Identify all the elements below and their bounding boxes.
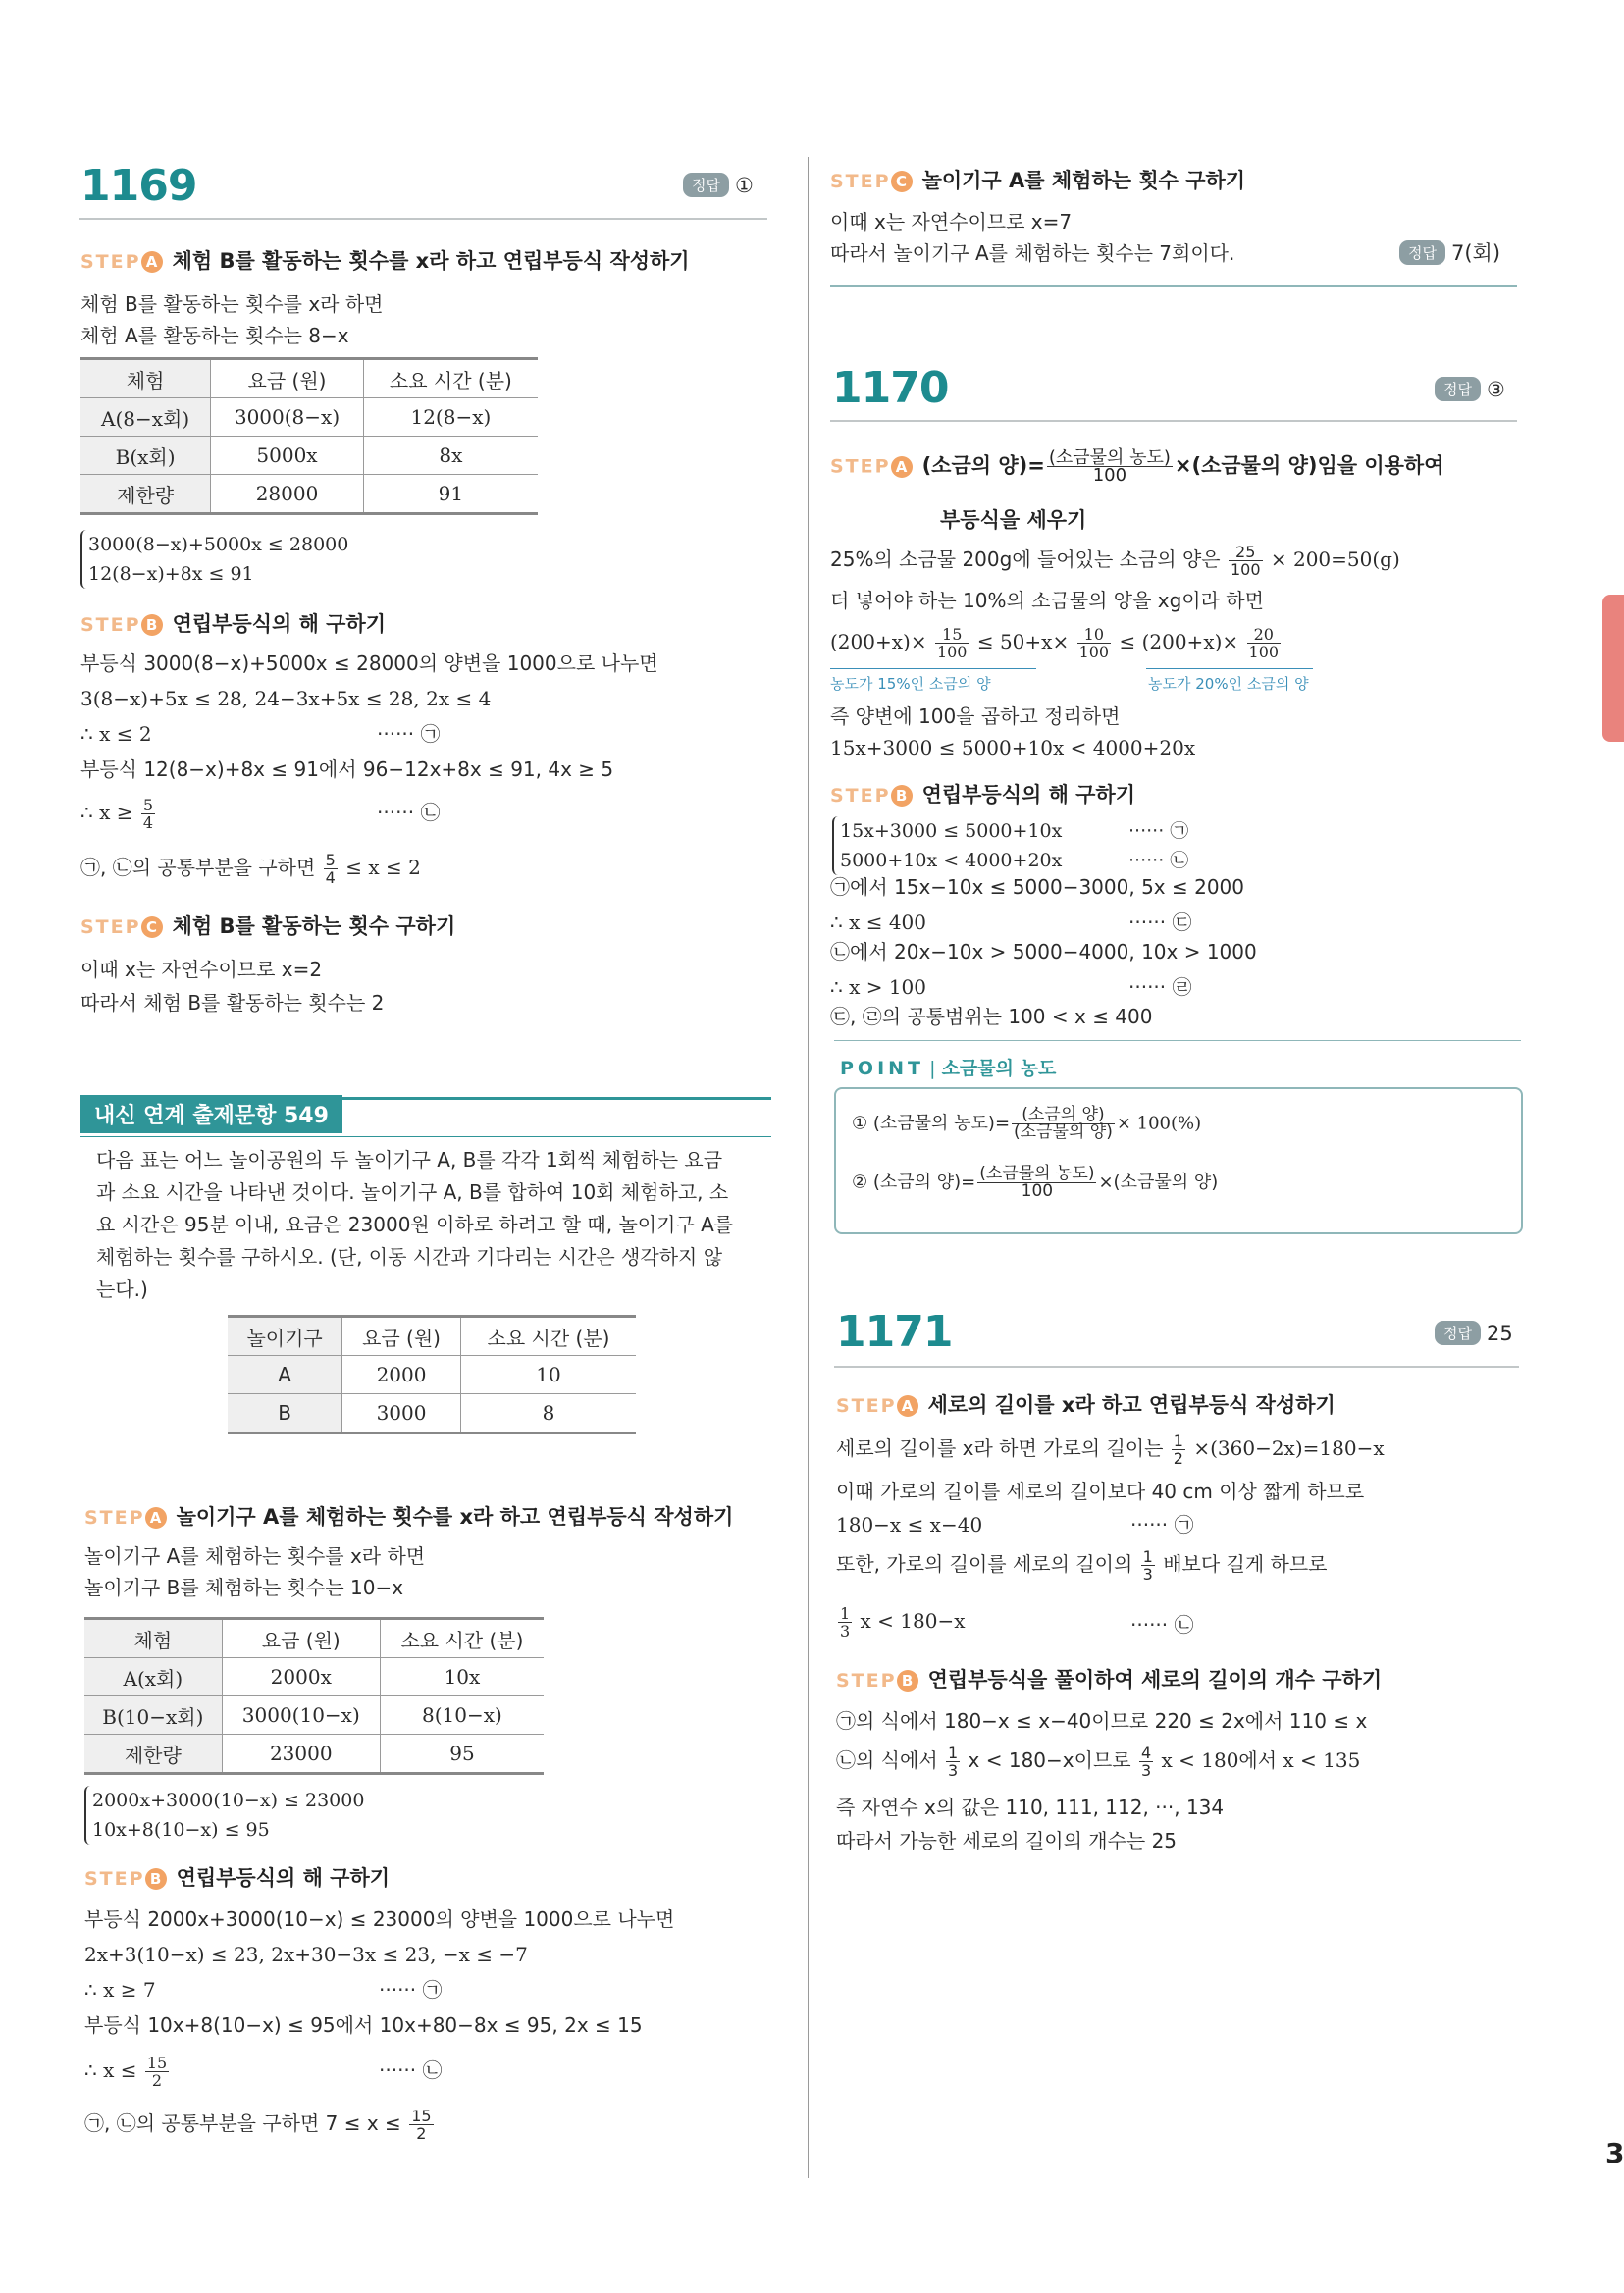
- text-line: $\frac{1}{3}$ x < 180−x: [840, 1604, 966, 1641]
- text-line: 이때 가로의 길이를 세로의 길이보다 40 cm 이상 짧게 하므로: [836, 1480, 1365, 1503]
- text-line: 즉 양변에 100을 곱하고 정리하면: [830, 704, 1121, 728]
- ref-mark: ······ ㉠: [377, 722, 441, 746]
- answer-badge: 정답: [683, 173, 729, 197]
- text-line: 세로의 길이를 x라 하면 가로의 길이는 $\frac{1}{2}$ ×(360−2x)=180−x: [836, 1432, 1385, 1468]
- point-header: POINT | 소금물의 농도: [840, 1058, 1057, 1079]
- text-line: ∴ x ≤ 400: [830, 911, 927, 934]
- step-b-heading: STEP B 연립부등식의 해 구하기: [830, 783, 1136, 807]
- answer-value: ③: [1486, 377, 1505, 401]
- data-table: 체험 요금 (원) 소요 시간 (분) A(x회) 2000x 10x B(10−x회) 3000(10−x) 8(10−x) 제한량 23000 95: [84, 1617, 544, 1775]
- text-line: ㉠의 식에서 180−x ≤ x−40이므로 220 ≤ 2x에서 110 ≤ x: [836, 1709, 1368, 1733]
- text-line: ㉡의 식에서 $\frac{1}{3}$ x < 180−x이므로 $\frac{4}{3}$ x < 180에서 x < 135: [836, 1744, 1361, 1780]
- point-line-1: ① (소금물의 농도)= $\frac{\text{(소금의 양)}}{\text{(소금물의 양)}}$ × 100(%): [852, 1105, 1202, 1142]
- answer-badge: 정답: [1399, 240, 1445, 265]
- text-line: ∴ x ≤ $\frac{15}{2}$: [84, 2054, 168, 2090]
- step-c-heading: STEP C 체험 B를 활동하는 횟수 구하기: [80, 914, 456, 938]
- text-line: 부등식 3000(8−x)+5000x ≤ 28000의 양변을 1000으로 나누면: [80, 651, 658, 675]
- answer-value: ①: [734, 173, 754, 197]
- problem-number-1171: 1171: [836, 1307, 953, 1357]
- ref-mark: ······ ㉢: [1128, 911, 1192, 934]
- ref-mark: ······ ㉣: [1128, 975, 1192, 999]
- inequality-system: 15x+3000 ≤ 5000+10x 5000+10x < 4000+20x: [832, 816, 1062, 875]
- ref-mark: ······ ㉠: [1130, 1513, 1194, 1537]
- text-line: 즉 자연수 x의 값은 110, 111, 112, ···, 134: [836, 1796, 1225, 1819]
- step-a-heading: STEP A (소금의 양)= $\frac{\text{(소금물의 농도)}}{100}$ ×(소금물의 양)임을 이용하여: [830, 447, 1444, 486]
- text-line: ㉠, ㉡의 공통부분을 구하면 7 ≤ x ≤ $\frac{15}{2}$: [84, 2107, 432, 2143]
- text-line: 부등식 2000x+3000(10−x) ≤ 23000의 양변을 1000으로 나누면: [84, 1907, 675, 1931]
- divider: [830, 420, 1517, 422]
- text-line: 15x+3000 ≤ 5000+10x < 4000+20x: [830, 736, 1196, 759]
- step-a-heading-cont: 부등식을 세우기: [940, 508, 1087, 532]
- related-problem-rule: [80, 1097, 771, 1100]
- step-b-heading: STEP B 연립부등식의 해 구하기: [84, 1866, 391, 1890]
- text-line: 놀이기구 A를 체험하는 횟수를 x라 하면: [84, 1544, 426, 1568]
- answer-badge: 정답: [1435, 1321, 1481, 1345]
- text-line: 25%의 소금물 200g에 들어있는 소금의 양은 $\frac{25}{100}$ × 200=50(g): [830, 543, 1400, 579]
- text-line: 체험 A를 활동하는 횟수는 8−x: [80, 324, 349, 347]
- underline: [1146, 668, 1313, 669]
- step-b-heading: STEP B 연립부등식의 해 구하기: [80, 612, 387, 636]
- text-line: 체험 B를 활동하는 횟수를 x라 하면: [80, 292, 384, 316]
- answer-value: 25: [1486, 1321, 1513, 1345]
- answer-1171: [1435, 1321, 1513, 1345]
- answer-value: 7(회): [1450, 241, 1501, 265]
- text-line: (200+x)× $\frac{15}{100}$ ≤ 50+x× $\frac{10}{100}$ ≤ (200+x)× $\frac{20}{100}$: [830, 625, 1280, 661]
- answer-549: [1399, 237, 1500, 267]
- ref-marks: ······ ㉠ ······ ㉡: [1128, 820, 1189, 871]
- annotation-note: 농도가 20%인 소금의 양: [1148, 675, 1309, 693]
- problem-number-1169: 1169: [80, 161, 197, 211]
- step-a-heading: STEP A 세로의 길이를 x라 하고 연립부등식 작성하기: [836, 1393, 1336, 1417]
- text-line: ㉡에서 20x−10x > 5000−4000, 10x > 1000: [830, 940, 1257, 964]
- text-line: 따라서 체험 B를 활동하는 횟수는 2: [80, 991, 385, 1015]
- answer-badge: 정답: [1435, 377, 1481, 401]
- divider: [830, 285, 1517, 287]
- chapter-side-tab: [1602, 595, 1624, 742]
- column-divider: [808, 157, 809, 2178]
- inequality-system: 3000(8−x)+5000x ≤ 28000 12(8−x)+8x ≤ 91: [80, 530, 348, 589]
- text-line: ∴ x > 100: [830, 975, 927, 999]
- ref-mark: ······ ㉡: [377, 801, 441, 824]
- text-line: 또한, 가로의 길이를 세로의 길이의 $\frac{1}{3}$ 배보다 길게 하므로: [836, 1547, 1328, 1584]
- question-text: 다음 표는 어느 놀이공원의 두 놀이기구 A, B를 각각 1회씩 체험하는 요금 과 소요 시간을 나타낸 것이다. 놀이기구 A, B를 합하여 10회 체험하고, 소 요 시간은 95분 이내, 요금은 23000원 이하로 하려고 할 때, 놀이기구 A를 체험하는 횟수를 구하시오. (단, 이동 시간과 기다리는 시간은 생각하지 않 는다.): [96, 1148, 734, 1301]
- related-problem-title: 내신 연계 출제문항 549: [80, 1095, 342, 1133]
- text-line: ㉢, ㉣의 공통범위는 100 < x ≤ 400: [830, 1005, 1153, 1028]
- text-line: ∴ x ≥ $\frac{5}{4}$: [80, 796, 154, 832]
- point-top-rule: [834, 1040, 1521, 1041]
- text-line: 놀이기구 B를 체험하는 횟수는 10−x: [84, 1576, 404, 1599]
- data-table: 체험 요금 (원) 소요 시간 (분) A(8−x회) 3000(8−x) 12(8−x) B(x회) 5000x 8x 제한량 28000 91: [80, 357, 538, 515]
- text-line: ㉠에서 15x−10x ≤ 5000−3000, 5x ≤ 2000: [830, 875, 1244, 899]
- text-line: 3(8−x)+5x ≤ 28, 24−3x+5x ≤ 28, 2x ≤ 4: [80, 687, 492, 710]
- divider: [79, 218, 767, 220]
- text-line: ∴ x ≥ 7: [84, 1978, 156, 2002]
- text-line: 부등식 10x+8(10−x) ≤ 95에서 10x+80−8x ≤ 95, 2x ≤ 15: [84, 2013, 643, 2037]
- answer-1170: [1435, 377, 1505, 401]
- text-line: 더 넣어야 하는 10%의 소금물의 양을 xg이라 하면: [830, 589, 1264, 612]
- annotation-note: 농도가 15%인 소금의 양: [830, 675, 991, 693]
- divider: [834, 1366, 1519, 1368]
- answer-1169: [683, 173, 754, 197]
- step-a-heading: STEP A 체험 B를 활동하는 횟수를 x라 하고 연립부등식 작성하기: [80, 249, 690, 273]
- text-line: 이때 x는 자연수이므로 x=7: [830, 210, 1073, 234]
- text-line: 따라서 놀이기구 A를 체험하는 횟수는 7회이다.: [830, 241, 1235, 265]
- ref-mark: ······ ㉠: [379, 1978, 443, 2002]
- underline: [830, 668, 1036, 669]
- related-problem-rule: [80, 1136, 771, 1137]
- point-line-2: ② (소금의 양)= $\frac{\text{(소금물의 농도)}}{100}$ ×(소금물의 양): [852, 1164, 1219, 1201]
- page-number: 3: [1605, 2137, 1624, 2169]
- ref-mark: ······ ㉡: [1130, 1613, 1194, 1637]
- problem-number-1170: 1170: [832, 363, 949, 413]
- text-line: 이때 x는 자연수이므로 x=2: [80, 958, 323, 981]
- text-line: 2x+3(10−x) ≤ 23, 2x+30−3x ≤ 23, −x ≤ −7: [84, 1943, 528, 1966]
- inequality-system: 2000x+3000(10−x) ≤ 23000 10x+8(10−x) ≤ 95: [84, 1786, 364, 1845]
- text-line: ∴ x ≤ 2: [80, 722, 152, 746]
- step-c-heading: STEP C 놀이기구 A를 체험하는 횟수 구하기: [830, 169, 1246, 192]
- step-b-heading: STEP B 연립부등식을 풀이하여 세로의 길이의 개수 구하기: [836, 1668, 1383, 1692]
- text-line: 180−x ≤ x−40: [836, 1513, 983, 1537]
- ref-mark: ······ ㉡: [379, 2058, 443, 2082]
- text-line: 따라서 가능한 세로의 길이의 개수는 25: [836, 1829, 1178, 1852]
- text-line: 부등식 12(8−x)+8x ≤ 91에서 96−12x+8x ≤ 91, 4x ≥ 5: [80, 757, 614, 781]
- question-table: 놀이기구 요금 (원) 소요 시간 (분) A 2000 10 B 3000 8: [228, 1315, 636, 1434]
- step-a-heading: STEP A 놀이기구 A를 체험하는 횟수를 x라 하고 연립부등식 작성하기: [84, 1505, 734, 1529]
- text-line: ㉠, ㉡의 공통부분을 구하면 $\frac{5}{4}$ ≤ x ≤ 2: [80, 851, 421, 887]
